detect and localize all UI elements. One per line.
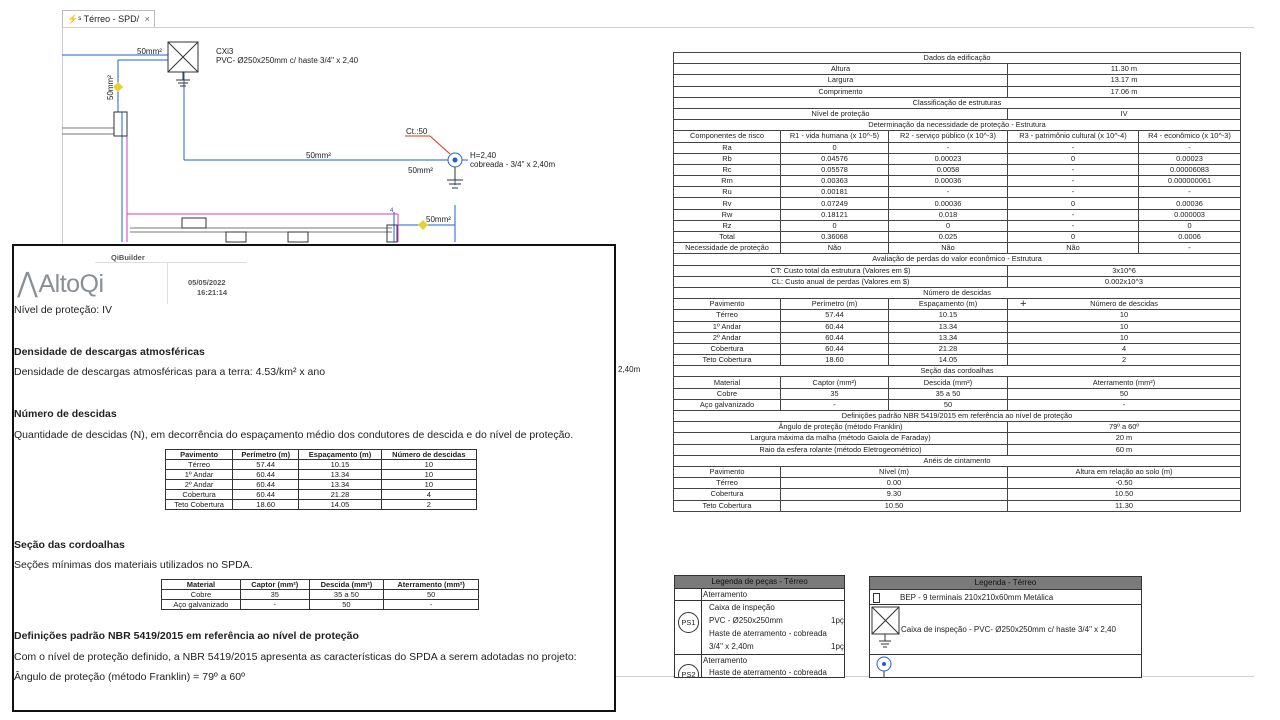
table-row [674, 187, 1241, 198]
table-cell: 2 [381, 500, 476, 510]
table-row [674, 265, 1241, 276]
leader-line [430, 136, 450, 154]
table-cell: Anéis de cintamento [674, 455, 1241, 466]
logo-text: AltoQi [38, 270, 104, 298]
table-cell: Largura máxima da malha (método Gaiola de Faraday) [674, 433, 1008, 444]
table-cell: Térreo [674, 310, 781, 321]
table-row [674, 343, 1241, 354]
section-text: Ângulo de proteção (método Franklin) = 79º a 60º [14, 671, 245, 683]
section-text: Seções mínimas dos materiais utilizados no SPDA. [14, 559, 253, 571]
table-cell: 0.00036 [1139, 198, 1241, 209]
table-cell: -0.50 [1008, 478, 1241, 489]
table-cell: Material [674, 377, 781, 388]
table-cell: Número de descidas [674, 287, 1241, 298]
column-header: Aterramento (mm²) [384, 580, 479, 590]
table-row [674, 444, 1241, 455]
table-cell: 0.025 [889, 232, 1008, 243]
report-time: 16:21:14 [197, 288, 228, 297]
side-value: 2,40m [618, 365, 641, 374]
fixture [226, 232, 246, 242]
table-cell: 13.17 m [1008, 75, 1241, 86]
table-row [674, 131, 1241, 142]
table-cell: R2 - serviço público (x 10^-3) [889, 131, 1008, 142]
section-text: Com o nível de proteção definido, a NBR 5419/2015 apresenta as características do SPDA a serem adotadas no projeto: [14, 651, 577, 663]
table-cell: - [1139, 142, 1241, 153]
column [114, 112, 127, 136]
table-cell: 0.18121 [781, 209, 889, 220]
table-row [674, 500, 1241, 511]
table-cell: 1º Andar [166, 470, 233, 480]
table-cell: 0.00006083 [1139, 164, 1241, 175]
table-cell: - [1008, 187, 1139, 198]
table-row [674, 108, 1241, 119]
table-cell: Teto Cobertura [674, 355, 781, 366]
table-cell: Componentes de risco [674, 131, 781, 142]
table-cell: Cobertura [166, 490, 233, 500]
table-row [162, 590, 479, 600]
table-cell: 0.00363 [781, 176, 889, 187]
table-cell: Rm [674, 176, 781, 187]
table-cell: Ra [674, 142, 781, 153]
table-row [674, 489, 1241, 500]
table-row [674, 198, 1241, 209]
table-cell: Pavimento [674, 299, 781, 310]
cable-label: 50mm² [426, 215, 451, 224]
ps1-line: Haste de aterramento - cobreada [709, 629, 827, 638]
table-cell: Teto Cobertura [166, 500, 233, 510]
table-cell: Descida (mm²) [889, 377, 1008, 388]
table-cell: 0.00023 [1139, 153, 1241, 164]
table-cell: 0.00181 [781, 187, 889, 198]
ps2-badge: PS2 [678, 664, 699, 678]
table-cell: Número de descidas [1008, 299, 1241, 310]
section-heading: Densidade de descargas atmosféricas [14, 346, 205, 358]
table-row [674, 433, 1241, 444]
table-cell: Ru [674, 187, 781, 198]
table-cell: Térreo [674, 478, 781, 489]
table-cell: - [384, 600, 479, 610]
column-header: Material [162, 580, 241, 590]
table-row [674, 299, 1241, 310]
rod-height: H=2,40 [470, 151, 497, 160]
fixture [288, 232, 308, 242]
table-cell: Cobertura [674, 489, 781, 500]
close-icon[interactable]: × [144, 14, 150, 24]
table-row [674, 466, 1241, 477]
ps1-line: 3/4" x 2,40m [709, 642, 754, 651]
table-cell: Aterramento (mm²) [1008, 377, 1241, 388]
table-row [674, 455, 1241, 466]
table-cell: Não [889, 243, 1008, 254]
cable-label-vertical: 50mm² [106, 75, 115, 100]
table-cell: 35 [240, 590, 309, 600]
descents-table [165, 449, 477, 510]
table-cell: Avaliação de perdas do valor econômico - Estrutura [674, 254, 1241, 265]
bep-icon [873, 593, 880, 603]
table-cell: 3x10^6 [1008, 265, 1241, 276]
table-cell: Seção das cordoalhas [674, 366, 1241, 377]
parts-legend[interactable] [674, 575, 845, 678]
table-cell: - [781, 399, 889, 410]
table-row [674, 366, 1241, 377]
table-cell: Dados da edificação [674, 53, 1241, 64]
column-header: Perímetro (m) [233, 450, 299, 460]
table-cell: Rw [674, 209, 781, 220]
table-row [674, 310, 1241, 321]
column-header: Espaçamento (m) [299, 450, 381, 460]
table-cell: Altura em relação ao solo (m) [1008, 466, 1241, 477]
table-cell: - [240, 600, 309, 610]
table-cell: 0.002x10^3 [1008, 276, 1241, 287]
table-row [674, 153, 1241, 164]
table-cell: 10 [1008, 321, 1241, 332]
table-cell: 4 [381, 490, 476, 500]
box-desc: PVC- Ø250x250mm c/ haste 3/4" x 2,40 [216, 56, 359, 65]
table-cell: - [1008, 209, 1139, 220]
table-cell: 50 [1008, 388, 1241, 399]
column-header: Descida (mm²) [309, 580, 384, 590]
table-row [674, 332, 1241, 343]
table-cell: 10 [381, 460, 476, 470]
qty: 1pç [831, 642, 844, 651]
report-header [14, 252, 246, 304]
table-cell: - [1139, 187, 1241, 198]
table-cell: 0.0058 [889, 164, 1008, 175]
table-cell: 0 [1008, 232, 1139, 243]
table-cell: Nível (m) [781, 466, 1008, 477]
table-row [674, 97, 1241, 108]
table-cell: 0 [1139, 220, 1241, 231]
ps1-badge: PS1 [678, 612, 699, 633]
table-cell: 2 [1008, 355, 1241, 366]
table-cell: 0.00036 [889, 176, 1008, 187]
table-cell: Comprimento [674, 86, 1008, 97]
table-cell: 0 [889, 220, 1008, 231]
table-cell: Rb [674, 153, 781, 164]
building-data-table[interactable] [673, 52, 1241, 512]
table-cell: R3 - patrimônio cultural (x 10^-4) [1008, 131, 1139, 142]
table-cell: 13.34 [299, 480, 381, 490]
ps1-line: PVC - Ø250x250mm [709, 616, 783, 625]
table-cell: 50 [309, 600, 384, 610]
bep-label: BEP - 9 terminais 210x210x60mm Metálica [900, 593, 1054, 602]
table-row [166, 460, 477, 470]
table-cell: 10 [381, 480, 476, 490]
table-cell: Espaçamento (m) [889, 299, 1008, 310]
table-row [674, 276, 1241, 287]
table-cell: - [1008, 399, 1241, 410]
table-cell: 60.44 [233, 470, 299, 480]
table-cell: 0.00036 [889, 198, 1008, 209]
table-row [674, 321, 1241, 332]
cable-section-table [161, 579, 479, 610]
table-row [674, 399, 1241, 410]
table-cell: 17.06 m [1008, 86, 1241, 97]
table-cell: CL: Custo anual de perdas (Valores em $) [674, 276, 1008, 287]
table-row [674, 388, 1241, 399]
ps1-line: Caixa de inspeção [709, 603, 775, 612]
table-cell: Não [781, 243, 889, 254]
table-cell: 0.04576 [781, 153, 889, 164]
table-row [166, 470, 477, 480]
table-cell: Rc [674, 164, 781, 175]
table-cell: 60.44 [233, 490, 299, 500]
table-cell: - [1008, 164, 1139, 175]
report-preview[interactable] [12, 244, 616, 712]
table-cell: 60.44 [781, 343, 889, 354]
table-cell: R4 - econômico (x 10^-3) [1139, 131, 1241, 142]
table-row [674, 254, 1241, 265]
table-cell: 0.00 [781, 478, 1008, 489]
table-cell: 0 [1008, 198, 1139, 209]
table-cell: 9.30 [781, 489, 1008, 500]
table-cell: 60 m [1008, 444, 1241, 455]
cable-label: 50mm² [137, 47, 162, 56]
table-cell: - [1008, 220, 1139, 231]
table-cell: Definições padrão NBR 5419/2015 em referência ao nível de proteção [674, 411, 1241, 422]
section-heading: Definições padrão NBR 5419/2015 em referência ao nível de proteção [14, 630, 359, 642]
table-cell: 13.34 [299, 470, 381, 480]
table-cell: - [889, 187, 1008, 198]
crosshair-cursor-icon: + [1020, 298, 1027, 310]
table-cell: Rz [674, 220, 781, 231]
table-cell: 0 [781, 142, 889, 153]
table-row [674, 53, 1241, 64]
table-cell: 60.44 [781, 321, 889, 332]
table-cell: 10.50 [781, 500, 1008, 511]
table-cell: 2º Andar [166, 480, 233, 490]
table-row [674, 120, 1241, 131]
table-row [674, 377, 1241, 388]
box-name: CXi3 [216, 47, 234, 56]
table-cell: Teto Cobertura [674, 500, 781, 511]
table-row [674, 64, 1241, 75]
terreo-legend-title: Legenda - Térreo [870, 577, 1141, 590]
cable-label: 50mm² [408, 166, 433, 175]
fixture [182, 218, 206, 228]
table-row [674, 411, 1241, 422]
lightning-icon: ⚡ˢ [67, 14, 82, 24]
table-cell: Pavimento [674, 466, 781, 477]
protection-level: Nível de proteção: IV [14, 304, 113, 316]
table-cell: Nível de proteção [674, 108, 1008, 119]
table-cell: Cobre [674, 388, 781, 399]
table-cell: Total [674, 232, 781, 243]
table-cell: Aço galvanizado [674, 399, 781, 410]
table-cell: Ângulo de proteção (método Franklin) [674, 422, 1008, 433]
table-cell: 18.60 [233, 500, 299, 510]
table-header-row [162, 580, 479, 590]
cable-label: 50mm² [306, 151, 331, 160]
small-number: 4 [390, 208, 394, 214]
table-cell: 18.60 [781, 355, 889, 366]
table-row [674, 86, 1241, 97]
table-cell: 0.0006 [1139, 232, 1241, 243]
table-row [674, 478, 1241, 489]
table-cell: 60.44 [233, 480, 299, 490]
table-cell: 0.07249 [781, 198, 889, 209]
terreo-legend[interactable] [869, 576, 1142, 678]
table-cell: 4 [1008, 343, 1241, 354]
table-cell: 10 [1008, 332, 1241, 343]
table-cell: 11.30 m [1008, 64, 1241, 75]
section-text: Quantidade de descidas (N), em decorrência do espaçamento médio dos condutores de descida e do nível de proteção. [14, 429, 574, 441]
table-cell: - [1008, 176, 1139, 187]
table-cell: Perímetro (m) [781, 299, 889, 310]
table-row [674, 164, 1241, 175]
table-cell: 0 [781, 220, 889, 231]
table-cell: 57.44 [233, 460, 299, 470]
table-row [674, 355, 1241, 366]
table-cell: 10.15 [889, 310, 1008, 321]
table-row [674, 422, 1241, 433]
table-row [674, 142, 1241, 153]
ground-rod-icon [874, 656, 898, 678]
box-label: Caixa de inspeção - PVC- Ø250x250mm c/ haste 3/4" x 2,40 [901, 625, 1116, 634]
table-row [674, 243, 1241, 254]
group-label: Aterramento [703, 656, 748, 665]
table-cell: 57.44 [781, 310, 889, 321]
table-row [166, 490, 477, 500]
column-header: Pavimento [166, 450, 233, 460]
table-row [674, 287, 1241, 298]
table-row [166, 480, 477, 490]
table-row [674, 232, 1241, 243]
table-cell: 35 a 50 [309, 590, 384, 600]
table-cell: Classificação de estruturas [674, 97, 1241, 108]
table-cell: 0.00023 [889, 153, 1008, 164]
table-cell: Cobre [162, 590, 241, 600]
table-cell: Determinação da necessidade de proteção - Estrutura [674, 120, 1241, 131]
table-cell: 14.05 [299, 500, 381, 510]
table-cell: 0 [1008, 153, 1139, 164]
section-text: Densidade de descargas atmosféricas para a terra: 4.53/km² x ano [14, 366, 326, 378]
tab-title: Térreo - SPD/ [83, 14, 140, 24]
table-row [674, 176, 1241, 187]
table-cell: IV [1008, 108, 1241, 119]
ct-label: Ct.:50 [406, 127, 428, 136]
table-cell: Térreo [166, 460, 233, 470]
parts-legend-title: Legenda de peças - Térreo [675, 576, 844, 589]
table-cell: R1 - vida humana (x 10^-5) [781, 131, 889, 142]
table-cell: 14.05 [889, 355, 1008, 366]
table-row [674, 75, 1241, 86]
table-cell: 0.05578 [781, 164, 889, 175]
table-cell: 10 [1008, 310, 1241, 321]
column-header: Captor (mm²) [240, 580, 309, 590]
table-cell: - [1139, 243, 1241, 254]
table-row [674, 209, 1241, 220]
inspection-box-icon [870, 605, 904, 655]
table-cell: 1º Andar [674, 321, 781, 332]
table-cell: Rv [674, 198, 781, 209]
table-cell: 50 [889, 399, 1008, 410]
table-cell: Altura [674, 64, 1008, 75]
table-cell: - [1008, 142, 1139, 153]
table-cell: 0.000000061 [1139, 176, 1241, 187]
qty: 1pç [831, 616, 844, 625]
table-cell: 2º Andar [674, 332, 781, 343]
app-name: QiBuilder [111, 253, 145, 262]
group-label: Aterramento [703, 590, 748, 599]
table-cell: 21.28 [299, 490, 381, 500]
table-row [166, 500, 477, 510]
table-cell: 0.36068 [781, 232, 889, 243]
table-cell: CT: Custo total da estrutura (Valores em $) [674, 265, 1008, 276]
column-header: Número de descidas [381, 450, 476, 460]
table-cell: 10 [381, 470, 476, 480]
table-cell: 10.15 [299, 460, 381, 470]
table-cell: 11.30 [1008, 500, 1241, 511]
table-cell: 13.34 [889, 332, 1008, 343]
report-date: 05/05/2022 [188, 278, 226, 287]
table-cell: Aço galvanizado [162, 600, 241, 610]
table-cell: 0.018 [889, 209, 1008, 220]
table-cell: 20 m [1008, 433, 1241, 444]
table-cell: 21.28 [889, 343, 1008, 354]
table-row [162, 600, 479, 610]
table-cell: 13.34 [889, 321, 1008, 332]
table-cell: 60.44 [781, 332, 889, 343]
table-cell: 0.000003 [1139, 209, 1241, 220]
table-cell: 10.50 [1008, 489, 1241, 500]
section-heading: Número de descidas [14, 408, 117, 420]
table-cell: Largura [674, 75, 1008, 86]
table-cell: - [889, 142, 1008, 153]
rod-desc: cobreada - 3/4" x 2,40m [470, 160, 556, 169]
ps2-line: Haste de aterramento - cobreada [709, 668, 827, 677]
section-heading: Seção das cordoalhas [14, 539, 125, 551]
altoqi-logo: ⋀AltoQi [17, 267, 104, 298]
table-cell: Necessidade de proteção [674, 243, 781, 254]
table-cell: Captor (mm²) [781, 377, 889, 388]
table-cell: 35 a 50 [889, 388, 1008, 399]
table-cell: 35 [781, 388, 889, 399]
table-header-row [166, 450, 477, 460]
table-cell: Cobertura [674, 343, 781, 354]
table-row [674, 220, 1241, 231]
table-cell: Raio da esfera rolante (método Eletrogeométrico) [674, 444, 1008, 455]
table-cell: 50 [384, 590, 479, 600]
table-cell: Não [1008, 243, 1139, 254]
table-cell: 79º a 60º [1008, 422, 1241, 433]
